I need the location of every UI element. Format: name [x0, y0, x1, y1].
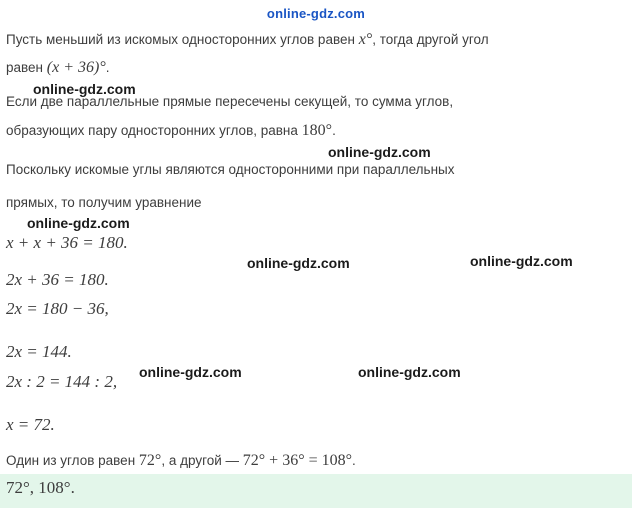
- solution-line-1: [6, 31, 489, 49]
- solution-line-4-math: 180°: [301, 122, 333, 139]
- solution-line-2: [6, 59, 109, 77]
- solution-line-1-text-b: , тогда другой угол: [372, 32, 489, 47]
- equation-6: x = 72.: [6, 415, 55, 434]
- solution-line-2-math: (x + 36)°: [46, 59, 106, 76]
- final-text-c: .: [352, 453, 356, 468]
- equation-1: x + x + 36 = 180.: [6, 233, 128, 252]
- watermark-7: online-gdz.com: [358, 364, 461, 380]
- solution-line-6: прямых, то получим уравнение: [6, 195, 202, 210]
- solution-line-1-math: x°: [358, 31, 373, 48]
- final-text-b: , а другой —: [161, 453, 239, 468]
- watermark-6: online-gdz.com: [139, 364, 242, 380]
- final-text-a: Один из углов равен: [6, 453, 136, 468]
- watermark-4: online-gdz.com: [247, 255, 350, 271]
- solution-line-5: Поскольку искомые углы являются односторонними при параллельных: [6, 162, 455, 177]
- watermark-2: online-gdz.com: [328, 144, 431, 160]
- watermark-3: online-gdz.com: [27, 215, 130, 231]
- answer-value: 72°, 108°.: [6, 478, 75, 497]
- solution-line-2-text-a: равен: [6, 60, 43, 75]
- equation-5: 2x : 2 = 144 : 2,: [6, 372, 118, 391]
- solution-line-1-text-a: Пусть меньший из искомых односторонних углов равен: [6, 32, 355, 47]
- final-math-2: 72° + 36° = 108°: [242, 452, 353, 469]
- solution-line-4-text-b: .: [332, 123, 336, 138]
- equation-2: 2x + 36 = 180.: [6, 270, 109, 289]
- solution-final-line: [6, 452, 356, 470]
- watermark-1: online-gdz.com: [33, 81, 136, 97]
- watermark-top: online-gdz.com: [266, 6, 366, 21]
- watermark-5: online-gdz.com: [470, 253, 573, 269]
- final-math-1: 72°: [138, 452, 162, 469]
- solution-line-2-text-b: .: [105, 60, 110, 75]
- answer-highlight: [0, 474, 632, 508]
- solution-line-4-text-a: образующих пару односторонних углов, равна: [6, 123, 298, 138]
- solution-line-4: [6, 122, 336, 140]
- equation-4: 2x = 144.: [6, 342, 72, 361]
- solution-line-3: Если две параллельные прямые пересечены секущей, то сумма углов,: [6, 94, 454, 109]
- equation-3: 2x = 180 − 36,: [6, 299, 109, 318]
